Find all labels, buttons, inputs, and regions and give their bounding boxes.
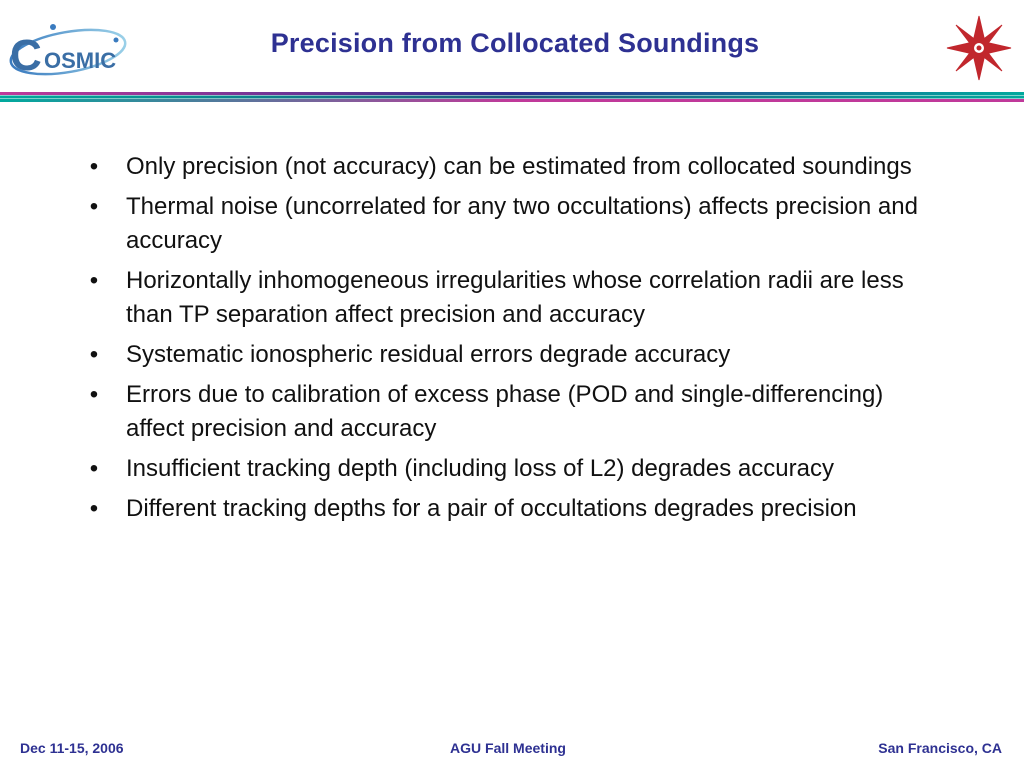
bullet-item xyxy=(84,150,944,184)
bullet-icon: • xyxy=(89,267,99,294)
star-logo xyxy=(944,14,1014,82)
bullet-icon: • xyxy=(89,495,99,522)
bullet-text: Thermal noise (uncorrelated for any two occultations) affects precision and accuracy xyxy=(126,193,918,254)
slide-title: Precision from Collocated Soundings xyxy=(270,28,760,58)
bullet-icon: • xyxy=(89,153,99,180)
bullet-text: Different tracking depths for a pair of occultations degrades precision xyxy=(126,495,857,522)
bullet-item xyxy=(84,338,944,372)
bullet-icon: • xyxy=(89,455,99,482)
bullet-item xyxy=(84,264,944,332)
bullet-item xyxy=(84,190,944,258)
header-divider xyxy=(0,92,1024,102)
bullet-item xyxy=(84,452,944,486)
bullet-text: Horizontally inhomogeneous irregularities whose correlation radii are less than TP separation affect precision and accuracy xyxy=(126,267,904,328)
bullet-text: Systematic ionospheric residual errors degrade accuracy xyxy=(126,341,731,368)
bullet-text: Only precision (not accuracy) can be estimated from collocated soundings xyxy=(126,153,912,180)
bullet-icon: • xyxy=(89,381,99,408)
cosmic-logo xyxy=(8,18,132,80)
footer-date: Dec 11-15, 2006 xyxy=(20,740,124,756)
footer-event: AGU Fall Meeting xyxy=(450,740,566,756)
bullet-icon: • xyxy=(89,193,99,220)
bullet-list xyxy=(84,150,944,532)
bullet-item xyxy=(84,378,944,446)
footer-location: San Francisco, CA xyxy=(878,740,1002,756)
bullet-item xyxy=(84,492,944,526)
cosmic-logo-initial: C xyxy=(10,31,42,80)
bullet-text: Insufficient tracking depth (including loss of L2) degrades accuracy xyxy=(126,455,834,482)
bullet-text: Errors due to calibration of excess phase (POD and single-differencing) affect precision and accuracy xyxy=(126,381,884,442)
bullet-icon: • xyxy=(89,341,99,368)
cosmic-logo-text: OSMIC xyxy=(44,48,117,73)
